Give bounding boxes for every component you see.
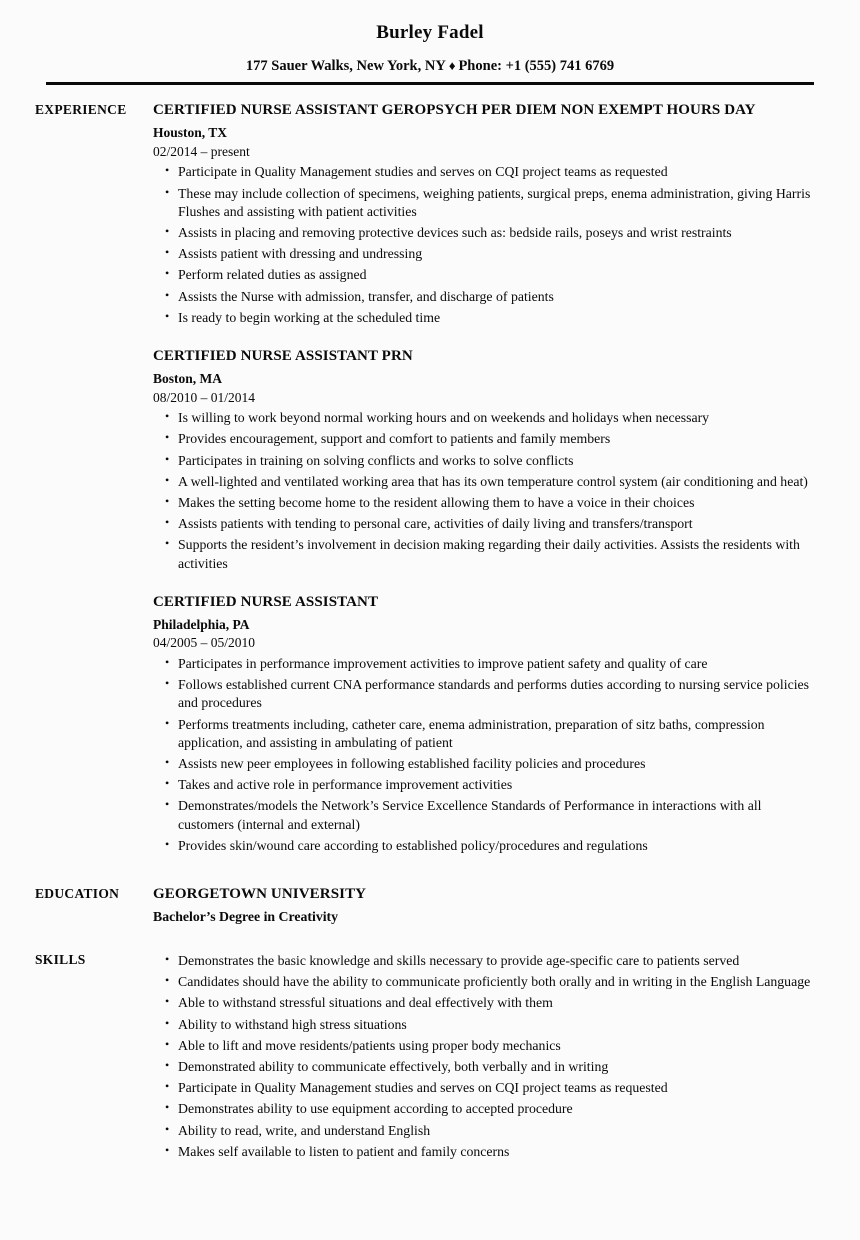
- bullet-item: • Perform related duties as assigned: [153, 266, 812, 284]
- job-bullets: [153, 409, 812, 573]
- bullet-item: • Provides encouragement, support and comfort to patients and family members: [153, 430, 812, 448]
- job-location: Houston, TX: [153, 124, 228, 140]
- contact-line: [0, 58, 860, 75]
- bullet-item: • Able to withstand stressful situations and deal effectively with them: [153, 994, 812, 1012]
- bullet-item: • Participates in performance improvement activities to improve patient safety and quality of care: [153, 655, 812, 673]
- job-location: Boston, MA: [153, 370, 223, 386]
- bullet-item: • Able to lift and move residents/patients using proper body mechanics: [153, 1037, 812, 1055]
- section-label-education: EDUCATION: [35, 885, 120, 901]
- candidate-name: Burley Fadel: [376, 22, 484, 43]
- bullet-item: • Assists patients with tending to personal care, activities of daily living and transfers/transport: [153, 515, 812, 533]
- diamond-separator-icon: ♦: [448, 57, 456, 73]
- bullet-item: • Makes the setting become home to the resident allowing them to have a voice in their choices: [153, 494, 812, 512]
- bullet-item: • Performs treatments including, catheter care, enema administration, preparation of sitz baths, compression application, and assisting in ambulating of patient: [153, 716, 812, 752]
- section-education: [0, 885, 860, 925]
- bullet-item: • Makes self available to listen to patient and family concerns: [153, 1143, 812, 1161]
- bullet-item: • Demonstrates/models the Network’s Service Excellence Standards of Performance in interactions with all customers (internal and external): [153, 797, 812, 833]
- experience-list: [153, 101, 860, 855]
- bullet-item: • Assists in placing and removing protective devices such as: bedside rails, poseys and wrist restraints: [153, 224, 812, 242]
- bullet-item: • Participate in Quality Management studies and serves on CQI project teams as requested: [153, 163, 812, 181]
- job-dates: 04/2005 – 05/2010: [153, 635, 256, 651]
- section-label-experience: EXPERIENCE: [35, 102, 127, 118]
- bullet-item: • Participates in training on solving conflicts and works to solve conflicts: [153, 452, 812, 470]
- bullet-item: • Participate in Quality Management studies and serves on CQI project teams as requested: [153, 1079, 812, 1097]
- bullet-item: • Takes and active role in performance improvement activities: [153, 776, 812, 794]
- bullet-item: • These may include collection of specimens, weighing patients, surgical preps, enema administration, giving Harris Flushes and assisting with patient activities: [153, 185, 812, 221]
- bullet-item: • Assists the Nurse with admission, transfer, and discharge of patients: [153, 288, 812, 306]
- resume-content: [0, 85, 860, 1161]
- experience-item: [153, 593, 812, 855]
- education-list: [153, 885, 860, 925]
- bullet-item: • A well-lighted and ventilated working area that has its own temperature control system (air conditioning and heat): [153, 473, 812, 491]
- education-degree: Bachelor’s Degree in Creativity: [153, 908, 339, 924]
- resume-header: [0, 0, 860, 85]
- contact-phone: Phone: +1 (555) 741 6769: [458, 57, 615, 74]
- section-skills: [0, 951, 860, 1161]
- job-title: CERTIFIED NURSE ASSISTANT: [153, 593, 379, 610]
- bullet-item: • Ability to read, write, and understand English: [153, 1122, 812, 1140]
- job-location: Philadelphia, PA: [153, 616, 250, 632]
- section-experience: [0, 101, 860, 855]
- job-dates: 02/2014 – present: [153, 143, 250, 159]
- job-title: CERTIFIED NURSE ASSISTANT PRN: [153, 347, 413, 364]
- bullet-item: • Supports the resident’s involvement in decision making regarding their daily activities. Assists the residents with activities: [153, 536, 812, 572]
- education-school: GEORGETOWN UNIVERSITY: [153, 885, 367, 902]
- bullet-item: • Demonstrates the basic knowledge and skills necessary to provide age-specific care to patients served: [153, 952, 812, 970]
- bullet-item: • Follows established current CNA performance standards and performs duties according to nursing service policies and procedures: [153, 676, 812, 712]
- bullet-item: • Assists patient with dressing and undressing: [153, 245, 812, 263]
- bullet-item: • Ability to withstand high stress situations: [153, 1016, 812, 1034]
- contact-address: 177 Sauer Walks, New York, NY: [245, 57, 446, 74]
- bullet-item: • Demonstrates ability to use equipment according to accepted procedure: [153, 1100, 812, 1118]
- job-dates: 08/2010 – 01/2014: [153, 389, 256, 405]
- bullet-item: • Provides skin/wound care according to established policy/procedures and regulations: [153, 837, 812, 855]
- bullet-item: • Demonstrated ability to communicate effectively, both verbally and in writing: [153, 1058, 812, 1076]
- job-bullets: [153, 655, 812, 855]
- bullet-item: • Is ready to begin working at the scheduled time: [153, 309, 812, 327]
- job-title: CERTIFIED NURSE ASSISTANT GEROPSYCH PER DIEM NON EXEMPT HOURS DAY: [153, 102, 756, 119]
- experience-item: [153, 347, 812, 573]
- section-label-skills: SKILLS: [35, 951, 86, 967]
- experience-item: [153, 101, 812, 327]
- bullet-item: • Is willing to work beyond normal working hours and on weekends and holidays when necessary: [153, 409, 812, 427]
- bullet-item: • Assists new peer employees in following established facility policies and procedures: [153, 755, 812, 773]
- bullet-item: • Candidates should have the ability to communicate proficiently both orally and in writing in the English Language: [153, 973, 812, 991]
- skills-list: [153, 951, 860, 1161]
- job-bullets: [153, 163, 812, 327]
- skills-bullets: [153, 952, 812, 1161]
